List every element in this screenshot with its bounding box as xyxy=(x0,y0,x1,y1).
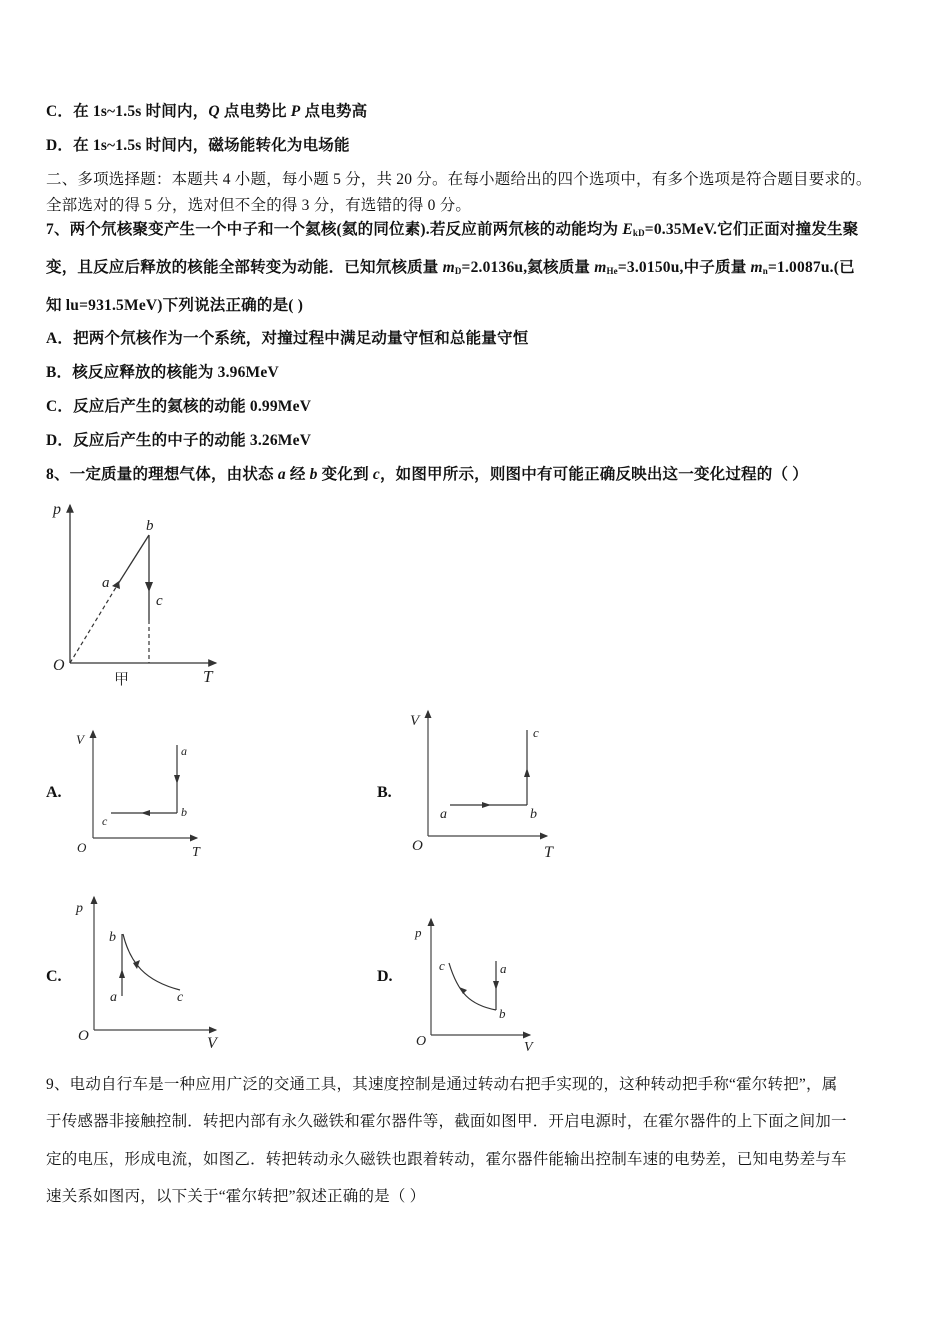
point-c: c xyxy=(439,958,445,973)
stem-text: =1.0087u.(已 xyxy=(767,259,855,276)
variable-p: P xyxy=(290,103,301,120)
point-b: b xyxy=(146,518,154,534)
q7-option-a xyxy=(46,329,528,349)
point-c: c xyxy=(533,725,539,740)
state-a: a xyxy=(277,466,286,483)
option-label: B． xyxy=(46,364,73,381)
variable-q: Q xyxy=(208,103,220,120)
option-text: 核反应释放的核能为 3.96MeV xyxy=(72,364,279,381)
point-b: b xyxy=(530,807,537,822)
option-text: 反应后产生的中子的动能 3.26MeV xyxy=(73,432,312,449)
q7-stem-line1 xyxy=(46,220,858,243)
stem-text: 8、一定质量的理想气体，由状态 xyxy=(46,466,278,483)
prev-option-c xyxy=(46,102,367,122)
q7-option-b xyxy=(46,363,279,383)
symbol-m: m xyxy=(594,259,607,276)
option-label: A． xyxy=(46,330,74,347)
axis-label-v: V xyxy=(410,713,420,729)
option-text: 把两个氘核作为一个系统，对撞过程中满足动量守恒和总能量守恒 xyxy=(73,330,529,347)
point-c: c xyxy=(177,990,184,1005)
subscript: He xyxy=(606,266,618,276)
figure-caption: 甲 xyxy=(114,672,130,688)
axis-label-p: p xyxy=(53,501,61,518)
stem-text: =0.35MeV.它们正面对撞发生聚 xyxy=(644,221,859,238)
q8-option-a-label[interactable]: A. xyxy=(46,784,62,801)
point-a: a xyxy=(181,744,187,758)
origin-label: O xyxy=(412,838,423,854)
origin-label: O xyxy=(77,840,87,855)
q8-option-c-label[interactable]: C. xyxy=(46,968,62,985)
q8-option-d-label[interactable]: D. xyxy=(377,968,393,985)
q7-option-d xyxy=(46,431,311,451)
stem-text: 变，且反应后释放的核能全部转变为动能．已知氘核质量 xyxy=(46,259,443,276)
axis-label-t: T xyxy=(544,844,553,861)
point-a: a xyxy=(110,990,117,1005)
option-text: 反应后产生的氦核的动能 0.99MeV xyxy=(73,398,312,415)
point-c: c xyxy=(102,814,108,828)
axis-label-t: T xyxy=(203,667,213,686)
point-b: b xyxy=(109,930,116,945)
origin-label: O xyxy=(78,1028,89,1044)
q8-stem xyxy=(46,465,808,485)
stem-text: 7、两个氘核聚变产生一个中子和一个氦核(氦的同位素).若反应前两氘核的动能均为 xyxy=(46,221,623,238)
q8-option-b-figure xyxy=(400,705,570,865)
q9-stem-line1: 9、电动自行车是一种应用广泛的交通工具，其速度控制是通过转动右把手实现的，这种转动把手称“霍尔转把”，属 xyxy=(46,1076,838,1093)
axis-label-v: V xyxy=(524,1040,533,1053)
q7-stem-line3: 知 lu=931.5MeV)下列说法正确的是( ) xyxy=(46,297,304,314)
option-text: 点电势比 xyxy=(219,103,291,120)
option-label: C． xyxy=(46,398,74,415)
symbol-m: m xyxy=(750,259,763,276)
option-text: 在 1s~1.5s 时间内， xyxy=(73,103,209,120)
axis-label-v: V xyxy=(76,732,84,747)
state-c: c xyxy=(372,466,380,483)
origin-label: O xyxy=(416,1034,427,1049)
option-label: C． xyxy=(46,103,74,120)
option-text: 在 1s~1.5s 时间内，磁场能转化为电场能 xyxy=(73,137,350,154)
q8-option-a-figure xyxy=(70,725,220,865)
q8-option-c-figure xyxy=(70,893,230,1053)
point-c: c xyxy=(156,593,163,609)
subscript: D xyxy=(454,266,462,276)
section-heading-line2: 全部选对的得 5 分，选对但不全的得 3 分，有选错的得 0 分。 xyxy=(46,197,472,214)
stem-text: ，如图甲所示，则图中有可能正确反映出这一变化过程的（ ） xyxy=(379,466,808,483)
stem-text: =3.0150u,中子质量 xyxy=(617,259,751,276)
point-a: a xyxy=(500,961,507,976)
axis-label-p: p xyxy=(76,901,83,916)
stem-text: 经 xyxy=(285,466,310,483)
option-label: D． xyxy=(46,137,74,154)
point-a: a xyxy=(102,575,110,591)
point-b: b xyxy=(181,805,187,819)
q7-stem-line2 xyxy=(46,258,855,281)
axis-label-p: p xyxy=(415,925,422,940)
stem-text: 变化到 xyxy=(317,466,373,483)
point-a: a xyxy=(440,807,447,822)
figure-jia-pt-diagram xyxy=(40,490,240,700)
state-b: b xyxy=(309,466,318,483)
q9-stem-line4: 速关系如图丙，以下关于“霍尔转把”叙述正确的是（ ） xyxy=(46,1188,426,1205)
origin-label: O xyxy=(53,657,65,674)
axis-label-v: V xyxy=(207,1035,217,1052)
q7-option-c xyxy=(46,397,311,417)
option-label: D． xyxy=(46,432,74,449)
symbol-ek: E xyxy=(622,221,633,238)
subscript: kD xyxy=(632,228,645,238)
symbol-m: m xyxy=(442,259,455,276)
option-text: 点电势高 xyxy=(300,103,368,120)
q9-stem-line2: 于传感器非接触控制．转把内部有永久磁铁和霍尔器件等，截面如图甲．开启电源时，在霍尔器件的上下面之间加一 xyxy=(46,1113,847,1130)
q8-option-b-label[interactable]: B. xyxy=(377,784,392,801)
axis-label-t: T xyxy=(192,845,200,860)
q9-stem-line3: 定的电压，形成电流，如图乙．转把转动永久磁铁也跟着转动，霍尔器件能输出控制车速的电势差，已知电势差与车 xyxy=(46,1151,847,1168)
q8-option-d-figure xyxy=(400,913,550,1053)
stem-text: =2.0136u,氦核质量 xyxy=(461,259,595,276)
prev-option-d xyxy=(46,136,350,156)
point-b: b xyxy=(499,1006,506,1021)
section-heading-line1: 二、多项选择题：本题共 4 小题，每小题 5 分，共 20 分。在每小题给出的四个选项中，有多个选项是符合题目要求的。 xyxy=(46,171,872,188)
subscript: n xyxy=(762,266,768,276)
